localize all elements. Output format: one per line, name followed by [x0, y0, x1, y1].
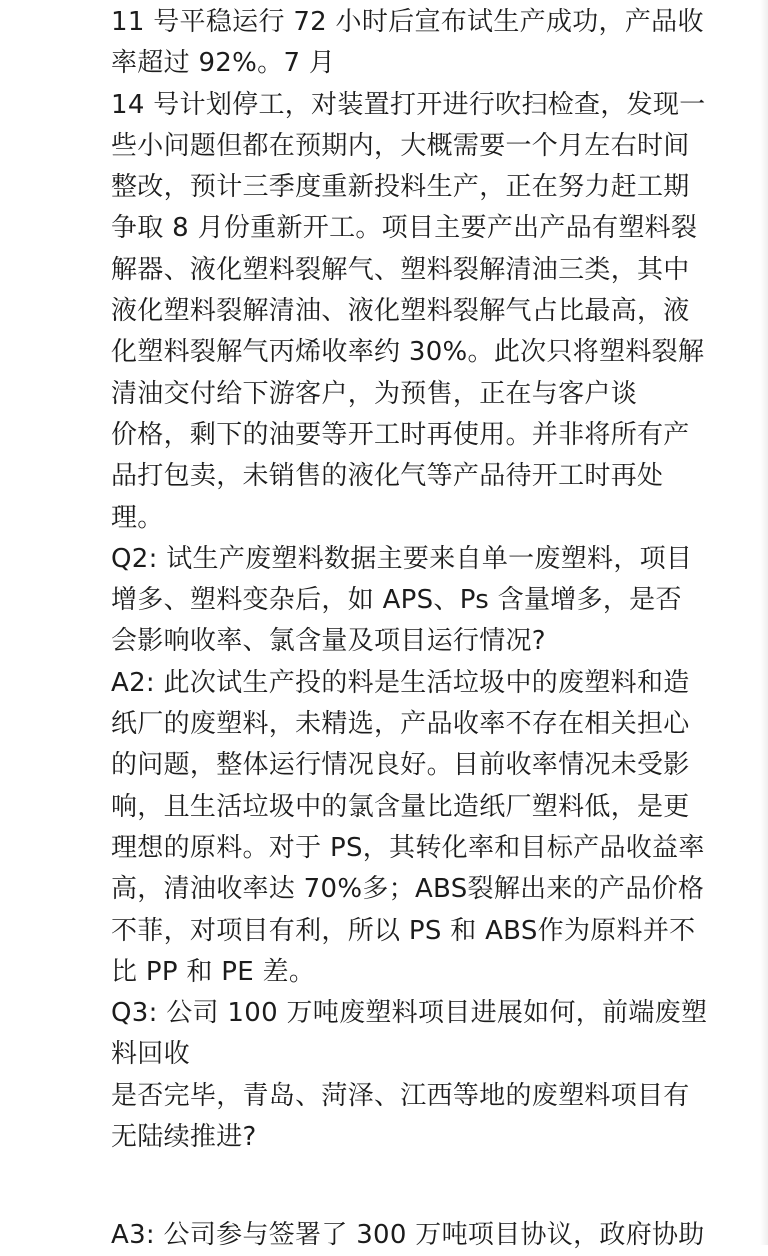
text-line: 率超过 92%。7 月 — [111, 48, 336, 79]
question-line: Q3: 公司 100 万吨废塑料项目进展如何，前端废塑 — [111, 998, 708, 1029]
text-line: 14 号计划停工，对装置打开进行吹扫检查，发现一 — [111, 89, 706, 120]
right-edge-shadow — [760, 0, 768, 1245]
text-line: 11 号平稳运行 72 小时后宣布试生产成功，产品收 — [111, 7, 704, 37]
text-line: 液化塑料裂解清油、液化塑料裂解气占比最高，液 — [111, 296, 690, 327]
text-line: 化塑料裂解气丙烯收率约 30%。此次只将塑料裂解 — [111, 337, 705, 368]
question-line: 是否完毕，青岛、菏泽、江西等地的废塑料项目有 — [111, 1080, 690, 1111]
question-line: Q2: 试生产废塑料数据主要来自单一废塑料，项目 — [111, 543, 693, 574]
text-line: 整改，预计三季度重新投料生产，正在努力赶工期 — [111, 172, 690, 203]
question-line: 会影响收率、氯含量及项目运行情况? — [111, 626, 546, 657]
text-line: 理。 — [111, 502, 164, 533]
answer-line: 比 PP 和 PE 差。 — [111, 956, 316, 987]
answer-line: 纸厂的废塑料，未精选，产品收率不存在相关担心 — [111, 709, 690, 740]
text-line: 品打包卖，未销售的液化气等产品待开工时再处 — [111, 461, 664, 492]
text-line: 些小问题但都在预期内，大概需要一个月左右时间 — [111, 130, 690, 161]
question-line: 无陆续推进? — [111, 1122, 257, 1153]
answer-line: A2: 此次试生产投的料是生活垃圾中的废塑料和造 — [111, 667, 690, 698]
text-line: 清油交付给下游客户，为预售，正在与客户谈 — [111, 378, 638, 409]
document-text — [111, 0, 751, 1250]
text-line: 争取 8 月份重新开工。项目主要产出产品有塑料裂 — [111, 213, 698, 244]
text-line: 价格，剩下的油要等开工时再使用。并非将所有产 — [111, 419, 690, 450]
question-line: 料回收 — [111, 1039, 190, 1070]
text-line: 解器、液化塑料裂解气、塑料裂解清油三类，其中 — [111, 254, 690, 285]
answer-line: 高，清油收率达 70%多；ABS裂解出来的产品价格 — [111, 874, 705, 905]
answer-line: 响，且生活垃圾中的氯含量比造纸厂塑料低，是更 — [111, 791, 690, 822]
answer-line: 不菲，对项目有利，所以 PS 和 ABS作为原料并不 — [111, 915, 696, 946]
answer-line-cut-off: A3: 公司参与签署了 300 万吨项目协议，政府协助 — [111, 1220, 705, 1250]
question-line: 增多、塑料变杂后，如 APS、Ps 含量增多，是否 — [111, 585, 682, 616]
answer-line: 理想的原料。对于 PS，其转化率和目标产品收益率 — [111, 832, 705, 863]
answer-line: 的问题，整体运行情况良好。目前收率情况未受影 — [111, 750, 690, 781]
